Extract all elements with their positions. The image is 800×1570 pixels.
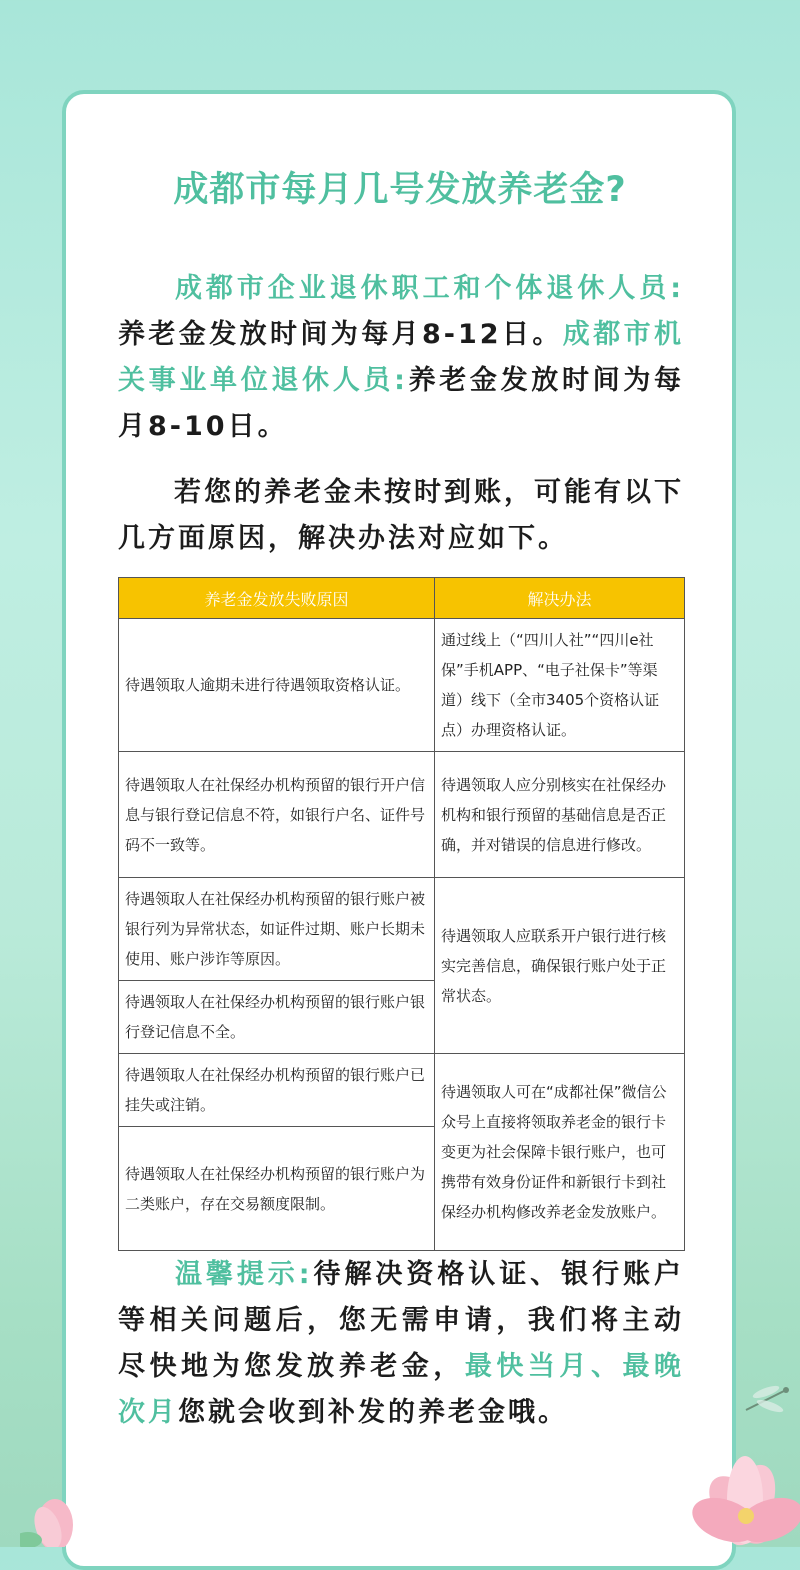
tip-text: 待解决资格认证、银行账户等相关问题后，您无需申请，我们将主动尽快地为您发放养老金，	[118, 1259, 684, 1382]
reason-cell: 待遇领取人在社保经办机构预留的银行账户被银行列为异常状态，如证件过期、账户长期未使用、账户涉诈等原因。	[119, 878, 435, 981]
page-title: 成都市每月几号发放养老金?	[173, 170, 627, 210]
solution-cell: 通过线上（“四川人社”“四川e社保”手机APP、“电子社保卡”等渠道）线下（全市3405个资格认证点）办理资格认证。	[435, 619, 685, 752]
tip-label: 温馨提示:	[174, 1259, 313, 1290]
lead-text: 若您的养老金未按时到账，可能有以下几方面原因，解决办法对应如下。	[118, 477, 684, 554]
lotus-flower-icon	[670, 1430, 800, 1547]
table-row	[119, 752, 685, 878]
enterprise-retiree-label: 成都市企业退休职工和个体退休人员:	[174, 273, 684, 304]
institution-retiree-text: 养老金发放时间为每月8-10日。	[118, 365, 684, 442]
lead-paragraph	[118, 470, 684, 562]
dragonfly-icon	[736, 1380, 796, 1420]
table-row	[119, 619, 685, 752]
intro-paragraph	[118, 266, 684, 450]
reason-cell: 待遇领取人逾期未进行待遇领取资格认证。	[119, 619, 435, 752]
solution-cell: 待遇领取人应联系开户银行进行核实完善信息，确保银行账户处于正常状态。	[435, 878, 685, 1054]
lotus-bud-icon	[20, 1490, 90, 1547]
solution-cell: 待遇领取人应分别核实在社保经办机构和银行预留的基础信息是否正确，并对错误的信息进行修改。	[435, 752, 685, 878]
tip-text-end: 您就会收到补发的养老金哦。	[178, 1397, 568, 1428]
tip-highlight: 最快当月、最晚次月	[118, 1351, 685, 1428]
causes-table	[118, 577, 685, 1251]
reason-cell: 待遇领取人在社保经办机构预留的银行账户银行登记信息不全。	[119, 981, 435, 1054]
tip-paragraph	[118, 1252, 684, 1436]
solution-cell: 待遇领取人可在“成都社保”微信公众号上直接将领取养老金的银行卡变更为社会保障卡银行账户，也可携带有效身份证件和新银行卡到社保经办机构修改养老金发放账户。	[435, 1054, 685, 1251]
reason-cell: 待遇领取人在社保经办机构预留的银行开户信息与银行登记信息不符，如银行户名、证件号码不一致等。	[119, 752, 435, 878]
header-reason: 养老金发放失败原因	[119, 578, 435, 619]
reason-cell: 待遇领取人在社保经办机构预留的银行账户为二类账户，存在交易额度限制。	[119, 1127, 435, 1251]
enterprise-retiree-text: 养老金发放时间为每月8-12日。	[118, 319, 563, 350]
table-row	[119, 878, 685, 981]
reason-cell: 待遇领取人在社保经办机构预留的银行账户已挂失或注销。	[119, 1054, 435, 1127]
table-row	[119, 1054, 685, 1127]
header-solution: 解决办法	[435, 578, 685, 619]
institution-retiree-label: 成都市机关事业单位退休人员:	[118, 319, 685, 396]
table-header-row	[119, 578, 685, 619]
